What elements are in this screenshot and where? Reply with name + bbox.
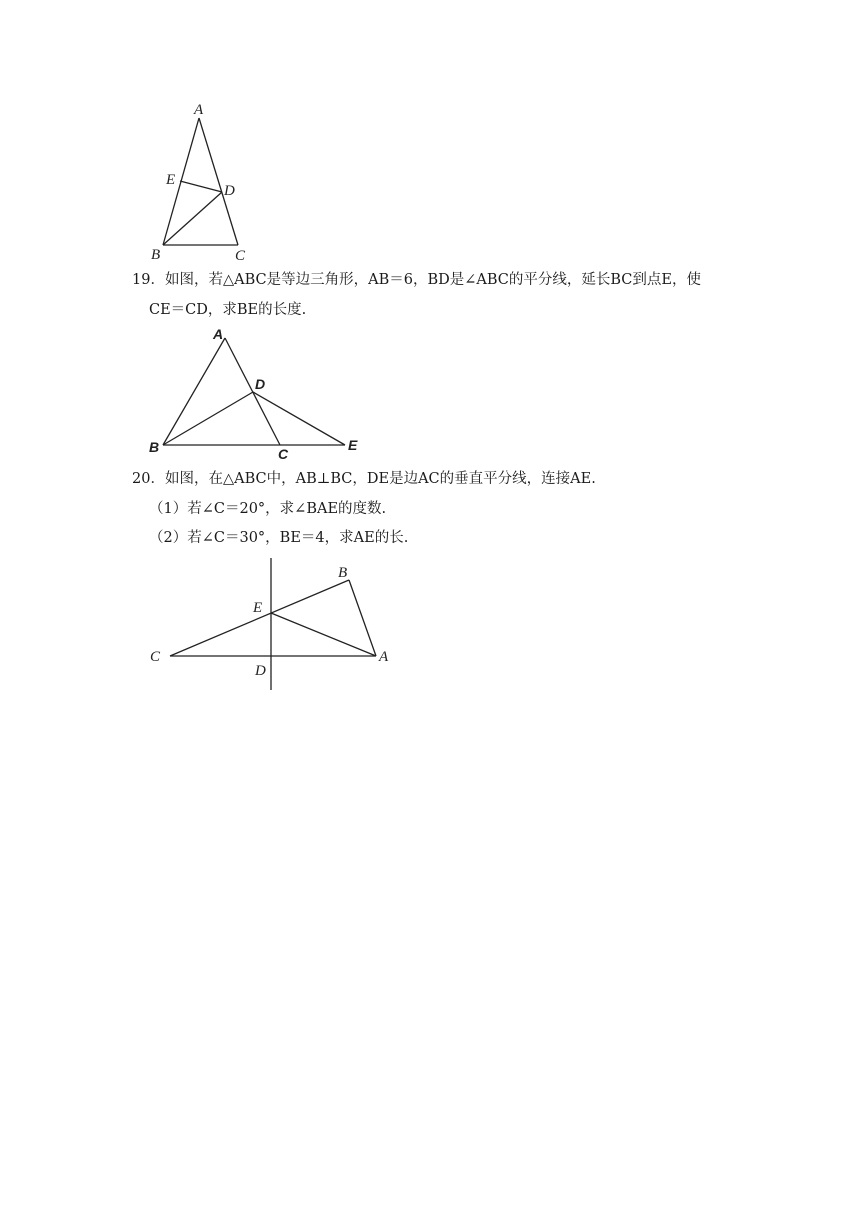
label-d: D	[224, 183, 235, 199]
label-d: D	[255, 376, 266, 392]
label-b: B	[151, 247, 161, 263]
problem-20-part-2: （2）若∠C＝30°，BE＝4，求AE的长.	[149, 530, 409, 546]
segment-cb	[170, 580, 349, 656]
label-d: D	[255, 663, 266, 679]
label-a: A	[194, 102, 204, 118]
problem-20-part-1: （1）若∠C＝20°，求∠BAE的度数.	[149, 501, 387, 517]
label-c: C	[150, 649, 161, 665]
problem-20-line-1: 20．如图，在△ABC中，AB⊥BC，DE是边AC的垂直平分线，连接AE.	[132, 471, 596, 487]
label-a: A	[379, 649, 389, 665]
segment-ea	[271, 613, 376, 656]
label-e: E	[166, 172, 176, 188]
label-b: B	[338, 565, 348, 581]
label-b: B	[149, 439, 160, 455]
problem-19-line-1: 19．如图，若△ABC是等边三角形，AB＝6，BD是∠ABC的平分线，延长BC到点E，使	[132, 272, 701, 288]
label-e: E	[348, 437, 358, 453]
label-e: E	[253, 600, 263, 616]
label-a: A	[213, 326, 224, 342]
label-c: C	[235, 248, 246, 264]
label-c: C	[278, 446, 289, 462]
segment-ba	[349, 580, 376, 656]
problem-19-line-2: CE＝CD，求BE的长度.	[149, 302, 307, 318]
